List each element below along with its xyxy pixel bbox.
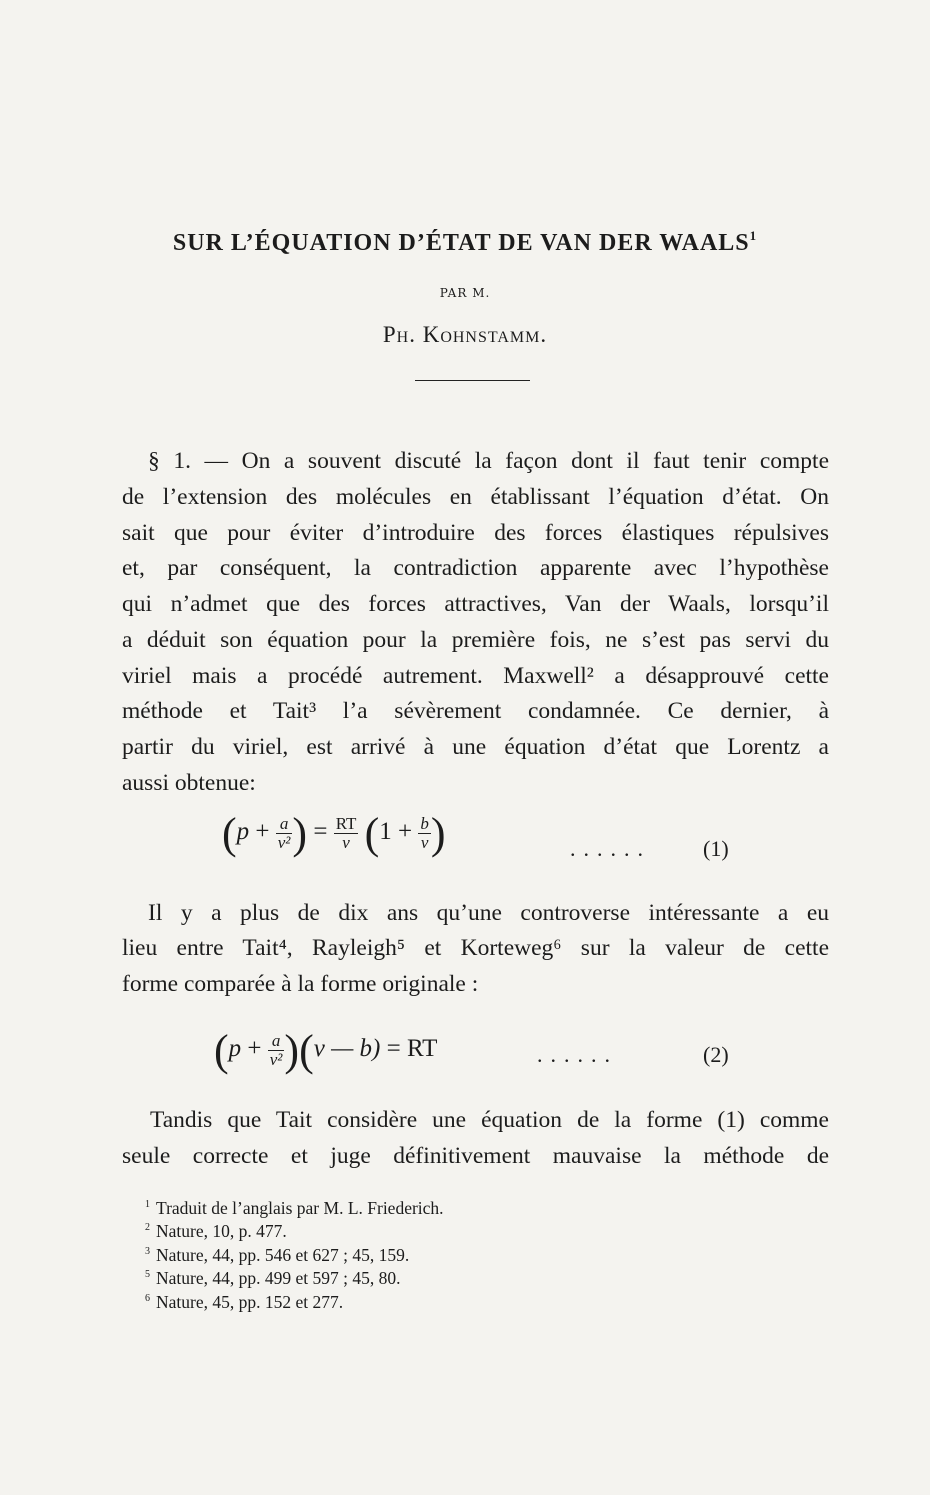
paragraph-line: lieu entre Tait⁴, Rayleigh⁵ et Korteweg⁶ sur la valeur de cette	[122, 935, 829, 961]
equation-1-number: (1)	[703, 836, 729, 861]
paragraph-line: § 1. — On a souvent discuté la façon dont il faut tenir compte	[148, 448, 829, 474]
equation-2-number: (2)	[703, 1042, 729, 1067]
paragraph-line: méthode et Tait³ l’a sévèrement condamnée. Ce dernier, à	[122, 698, 829, 724]
equation-2-dots: ......	[537, 1042, 618, 1067]
title-footnote-mark: 1	[749, 228, 758, 243]
paragraph-line: forme comparée à la forme originale :	[122, 971, 479, 997]
paragraph-line: viriel mais a procédé autrement. Maxwell² a désapprouvé cette	[122, 663, 829, 689]
paragraph-line: aussi obtenue:	[122, 770, 256, 796]
paragraph-line: partir du viriel, est arrivé à une équation d’état que Lorentz a	[122, 734, 829, 760]
equation-1: (p + $\frac{a}{\text{v²}}$ ) = $\frac{RT}{v}$ (1 + $\frac{b}{v}$ )	[222, 809, 446, 858]
equation-1-dots: ......	[570, 836, 651, 861]
paragraph-line: de l’extension des molécules en établissant l’équation d’état. On	[122, 484, 829, 510]
paragraph-line: seule correcte et juge définitivement mauvaise la méthode de	[122, 1143, 829, 1169]
article-title: SUR L’ÉQUATION D’ÉTAT DE VAN DER WAALS$^1$	[172, 228, 758, 256]
paragraph-line: qui n’admet que des forces attractives, Van der Waals, lorsqu’il	[122, 591, 829, 617]
equation-2: (p + $\frac{a}{\text{v²}}$ )(v — b) = RT	[214, 1026, 438, 1075]
author-name: Ph. Kohnstamm.	[382, 322, 548, 347]
footnote: $^3$ Nature, 44, pp. 546 et 627 ; 45, 159.	[145, 1245, 410, 1265]
footnote: $^2$ Nature, 10, p. 477.	[145, 1221, 287, 1241]
byline-par: PAR M.	[439, 286, 491, 300]
footnote: $^6$ Nature, 45, pp. 152 et 277.	[145, 1292, 344, 1312]
paragraph-line: Il y a plus de dix ans qu’une controverse intéressante a eu	[148, 900, 829, 926]
paragraph-line: et, par conséquent, la contradiction apparente avec l’hypothèse	[122, 555, 829, 581]
paragraph-line: sait que pour éviter d’introduire des forces élastiques répulsives	[122, 520, 829, 546]
paragraph-line: a déduit son équation pour la première fois, ne s’est pas servi du	[122, 627, 829, 653]
paragraph-line: Tandis que Tait considère une équation de la forme (1) comme	[150, 1107, 829, 1133]
footnote: $^1$ Traduit de l’anglais par M. L. Friederich.	[145, 1198, 444, 1218]
footnote: $^5$ Nature, 44, pp. 499 et 597 ; 45, 80.	[145, 1268, 401, 1288]
title-rule	[415, 380, 530, 381]
